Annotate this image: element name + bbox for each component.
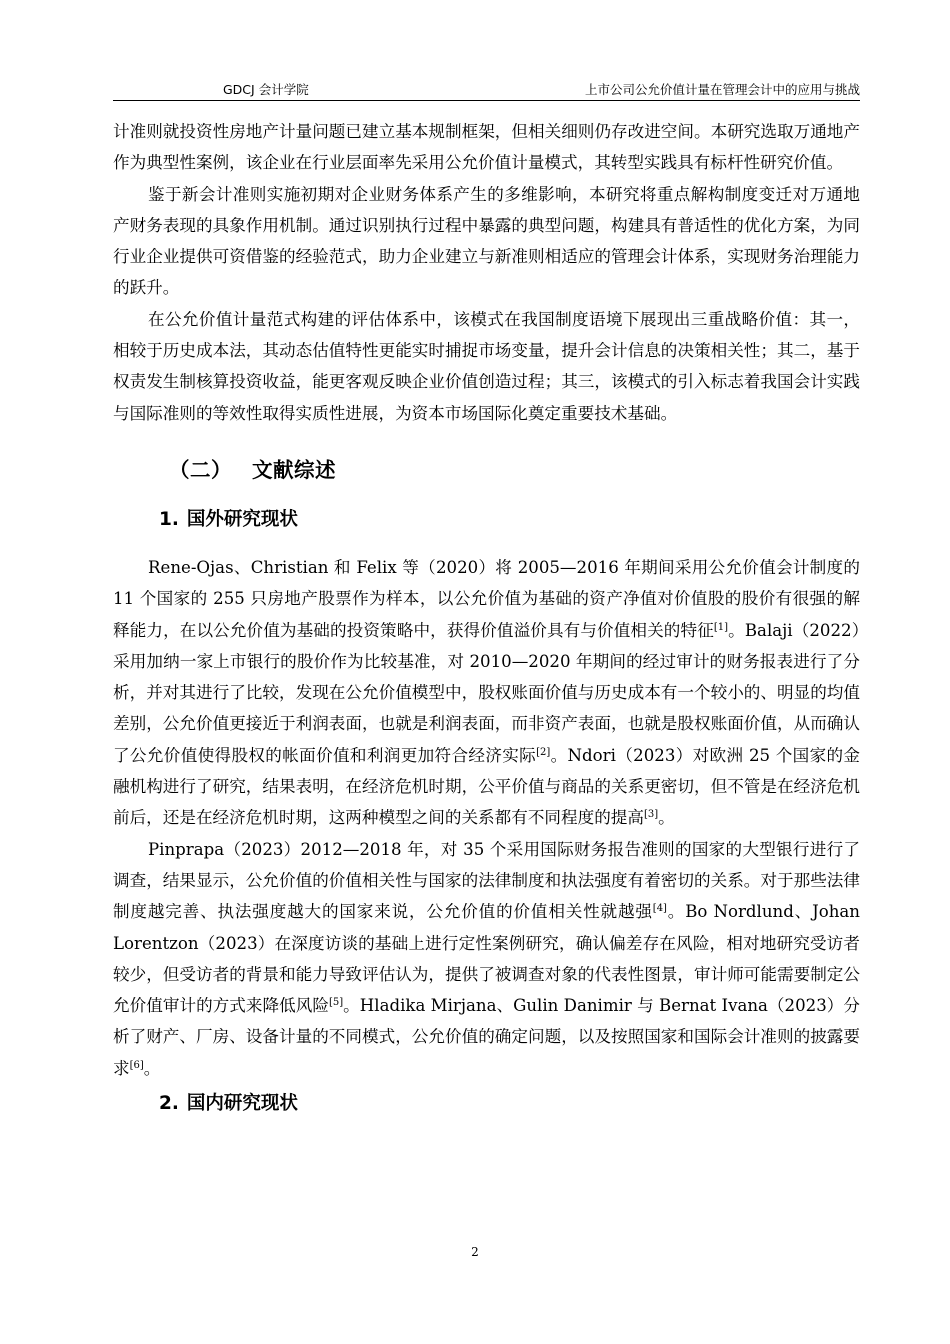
subsection-title: 国外研究现状: [186, 508, 298, 530]
text-segment: 。Hladika Mirjana、Gulin Danimir 与 Bernat Ivana（2023）分析了财产、厂房、设备计量的不同模式，公允价值的确定问题，以及按照国家和国际会计准则的披露要求: [113, 996, 861, 1078]
citation-ref: [1]: [713, 621, 729, 633]
text-segment: 。Ndori（2023）对欧洲 25 个国家的金融机构进行了研究，结果表明，在经济危机时期，公平价值与商品的关系更密切，但不管是在经济危机前后，还是在经济危机时期，这两种模型之间的关系都有不同程度的提高: [113, 745, 861, 828]
text-segment: 。: [658, 808, 675, 828]
citation-ref: [3]: [644, 809, 659, 821]
section-title: 文献综述: [252, 457, 336, 482]
text-segment: Pinprapa（2023）2012—2018 年，对 35 个采用国际财务报告准则的国家的大型银行进行了调查，结果显示，公允价值的价值相关性与国家的法律制度和执法强度有着密切的关系。对于那些法律制度越完善、执法强度越大的国家来说，公允价值的价值相关性就越强: [113, 839, 860, 922]
paragraph-foreign-studies-1: [113, 552, 860, 834]
paragraph-continuation: 计准则就投资性房地产计量问题已建立基本规制框架，但相关细则仍存改进空间。本研究选取万通地产作为典型性案例，该企业在行业层面率先采用公允价值计量模式，其转型实践具有标杆性研究价值。: [113, 122, 860, 173]
section-number: （二）: [169, 457, 232, 482]
paragraph-research-focus: 鉴于新会计准则实施初期对企业财务体系产生的多维影响，本研究将重点解构制度变迁对万通地产财务表现的具象作用机制。通过识别执行过程中暴露的典型问题，构建具有普适性的优化方案，为同行业企业提供可资借鉴的经验范式，助力企业建立与新准则相适应的管理会计体系，实现财务治理能力的跃升。: [113, 184, 860, 298]
subsection-number: 1.: [159, 508, 179, 530]
paragraph-foreign-studies-2: [113, 834, 860, 1084]
text-segment: Rene-Ojas、Christian 和 Felix 等（2020）将 2005—2016 年期间采用公允价值会计制度的 11 个国家的 255 只房地产股票作为样本，以公允价值为基础的资产净值对价值股的股价有很强的解释能力，在以公允价值为基础的投资策略中，获得价值溢价具有与价值相关的特征: [113, 557, 860, 640]
citation-ref: [5]: [328, 997, 344, 1009]
text-segment: 。Bo Nordlund、Johan Lorentzon（2023）在深度访谈的基础上进行定性案例研究，确认偏差存在风险，相对地研究受访者较少，但受访者的背景和能力导致评估认为，提供了被调查对象的代表性图景，审计师可能需要制定公允价值审计的方式来降低风险: [113, 902, 860, 1016]
page-number: 2: [471, 1245, 479, 1259]
section-heading-literature-review: [169, 442, 860, 498]
paragraph-strategic-value: 在公允价值计量范式构建的评估体系中，该模式在我国制度语境下展现出三重战略价值：其一，相较于历史成本法，其动态估值特性更能实时捕捉市场变量，提升会计信息的决策相关性；其二，基于权责发生制核算投资收益，能更客观反映企业价值创造过程；其三，该模式的引入标志着我国会计实践与国际准则的等效性取得实质性进展，为资本市场国际化奠定重要技术基础。: [113, 309, 860, 423]
subsection-heading-foreign-research: [159, 498, 860, 542]
header-left-text: GDCJ 会计学院: [223, 82, 309, 97]
page-body: [113, 116, 860, 1122]
citation-ref: [6]: [129, 1059, 144, 1071]
citation-ref: [4]: [652, 903, 667, 915]
subsection-number: 2.: [159, 1093, 179, 1115]
subsection-heading-domestic-research: [159, 1086, 860, 1122]
text-segment: 。Balaji（2022）采用加纳一家上市银行的股价作为比较基准，对 2010—2020 年期间的经过审计的财务报表进行了分析，并对其进行了比较，发现在公允价值模型中，股权账面价值与历史成本有一个较小的、明显的均值差别，公允价值更接近于利润表面，也就是利润表面，而非资产表面，也就是股权账面价值，从而确认了公允价值使得股权的帐面价值和利润更加符合经济实际: [113, 620, 861, 765]
header-right-text: 上市公司公允价值计量在管理会计中的应用与挑战: [584, 82, 860, 97]
page-header: [113, 78, 860, 101]
subsection-title: 国内研究现状: [186, 1093, 298, 1115]
text-segment: 。: [143, 1058, 161, 1078]
citation-ref: [2]: [536, 746, 551, 758]
